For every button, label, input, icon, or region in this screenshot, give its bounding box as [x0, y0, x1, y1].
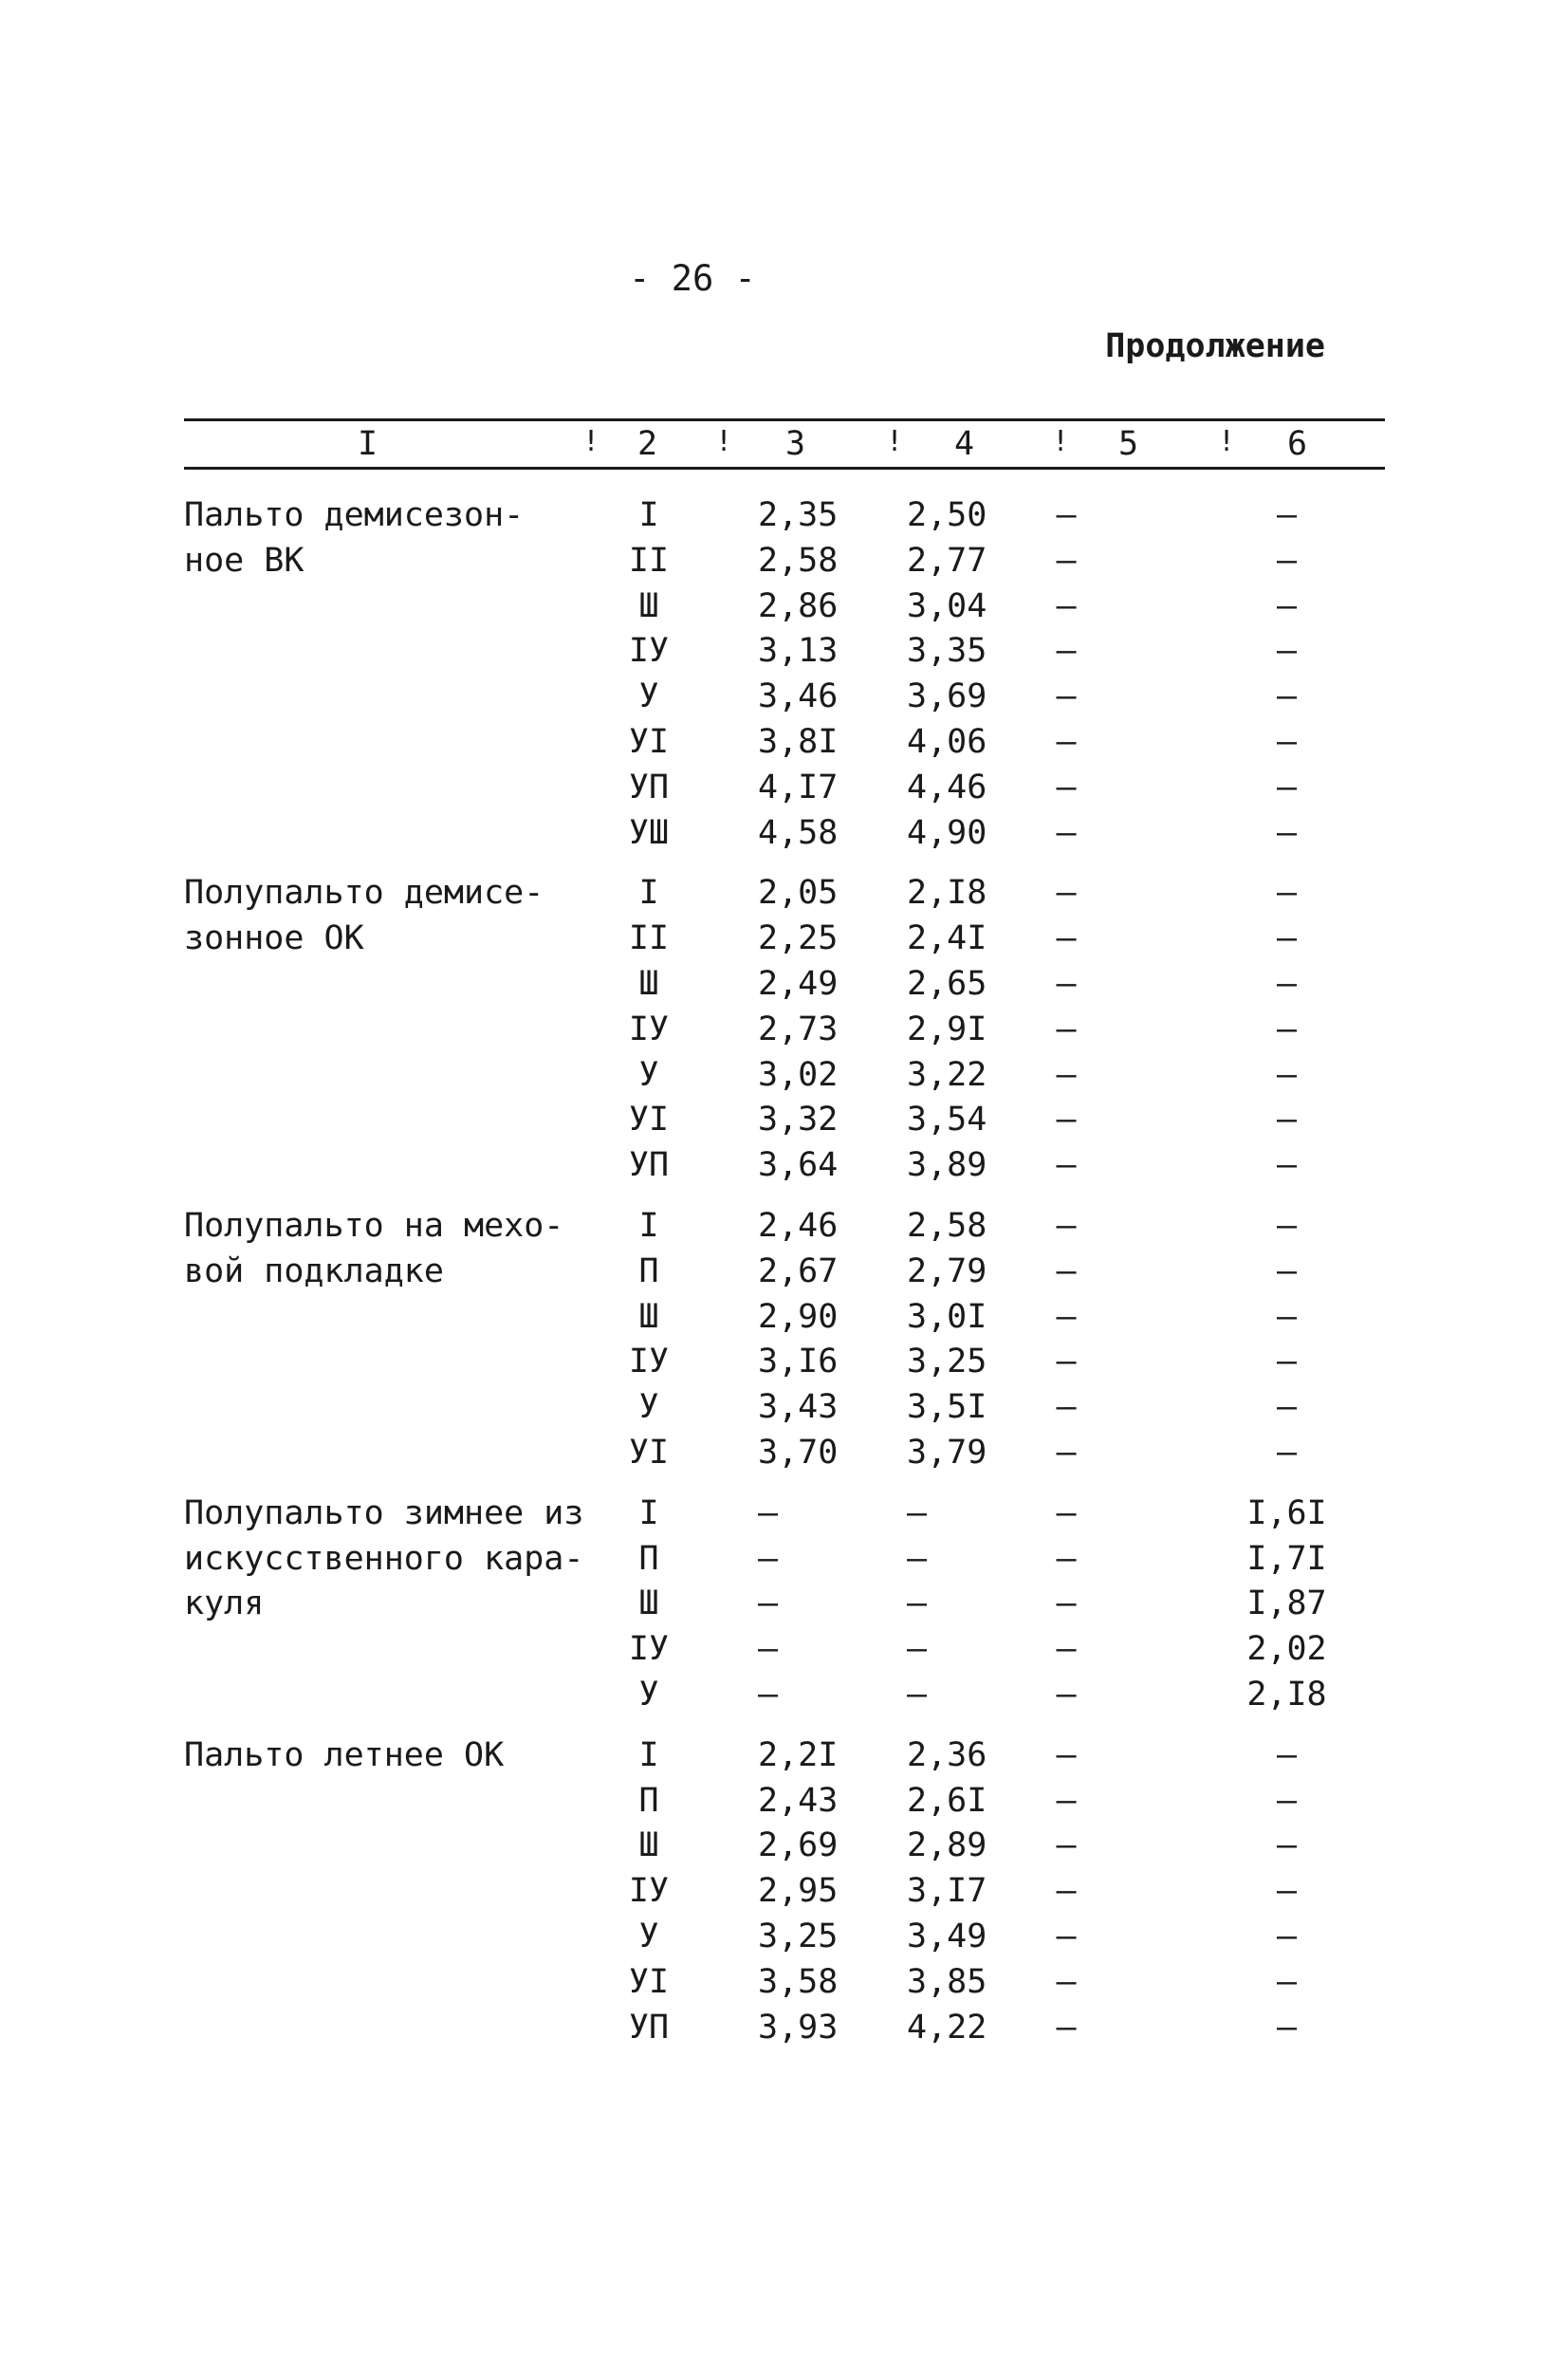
cell-c6: –: [1276, 874, 1298, 913]
cell-c2: I: [638, 1493, 659, 1532]
table-row: IУ 2,73 2,9I – –: [184, 1008, 1385, 1053]
table-row: II 2,58 2,77 – –: [184, 539, 1385, 584]
cell-c2: Ш: [638, 586, 659, 625]
cell-c6: I,7I: [1246, 1539, 1327, 1578]
cell-c4: 2,50: [907, 496, 987, 534]
cell-c2: УI: [628, 722, 670, 761]
cell-c4: 4,22: [907, 2008, 987, 2047]
cell-c6: I,87: [1246, 1584, 1327, 1623]
cell-c4: 2,6I: [907, 1781, 987, 1820]
cell-c5: –: [1056, 1297, 1077, 1336]
header-col-2: 2: [637, 425, 658, 463]
header-col-4: 4: [954, 425, 975, 463]
item-name-line: Пальто демисезон-: [184, 496, 525, 534]
cell-c2: I: [638, 874, 659, 913]
header-separator: !: [1218, 425, 1236, 458]
cell-c2: IУ: [628, 632, 670, 671]
cell-c4: 4,46: [907, 768, 987, 806]
cell-c2: У: [638, 677, 659, 716]
table-row: У – – – 2,I8: [184, 1673, 1385, 1718]
cell-c6: –: [1276, 1826, 1298, 1865]
cell-c2: IУ: [628, 1343, 670, 1381]
table-row: УI 3,32 3,54 – –: [184, 1098, 1385, 1143]
cell-c2: УШ: [628, 813, 670, 852]
cell-c2: УП: [628, 1146, 670, 1185]
cell-c4: 4,06: [907, 722, 987, 761]
table-row: П 2,67 2,79 – –: [184, 1250, 1385, 1295]
table-row: У 3,02 3,22 – –: [184, 1053, 1385, 1099]
cell-c5: –: [1056, 1826, 1077, 1865]
cell-c4: –: [907, 1584, 928, 1623]
cell-c6: –: [1276, 1297, 1298, 1336]
cell-c5: –: [1056, 1675, 1077, 1714]
table-row: II 2,25 2,4I – –: [184, 917, 1385, 962]
cell-c2: П: [638, 1251, 659, 1290]
cell-c2: II: [628, 541, 670, 580]
cell-c2: I: [638, 1206, 659, 1245]
item-name-line: искусственного кара-: [184, 1539, 584, 1578]
cell-c5: –: [1056, 1781, 1077, 1820]
cell-c5: –: [1056, 1101, 1077, 1139]
table-row: I 2,35 2,50 – –: [184, 493, 1385, 539]
table-row: У 3,25 3,49 – –: [184, 1915, 1385, 1960]
header-col-3: 3: [785, 425, 806, 463]
table-row: П – – – I,7I: [184, 1537, 1385, 1583]
header-col-1: I: [358, 425, 378, 463]
cell-c6: –: [1276, 1055, 1298, 1094]
cell-c6: –: [1276, 1206, 1298, 1245]
header-separator: !: [582, 425, 600, 458]
cell-c5: –: [1056, 1539, 1077, 1578]
item-name-line: Полупальто на мехо-: [184, 1206, 564, 1245]
cell-c6: –: [1276, 541, 1298, 580]
item-group: [184, 871, 1385, 1189]
cell-c6: –: [1276, 1343, 1298, 1381]
table-row: IУ 3,13 3,35 – –: [184, 629, 1385, 675]
cell-c6: –: [1276, 1101, 1298, 1139]
header-separator: !: [886, 425, 904, 458]
cell-c6: –: [1276, 919, 1298, 958]
cell-c4: 3,5I: [907, 1388, 987, 1427]
cell-c5: –: [1056, 1388, 1077, 1427]
cell-c6: –: [1276, 1010, 1298, 1048]
item-group: [184, 1733, 1385, 2051]
cell-c5: –: [1056, 1735, 1077, 1774]
cell-c6: –: [1276, 1872, 1298, 1911]
cell-c5: –: [1056, 1055, 1077, 1094]
cell-c6: –: [1276, 1146, 1298, 1185]
cell-c4: 2,36: [907, 1735, 987, 1774]
cell-c2: IУ: [628, 1630, 670, 1669]
cell-c2: У: [638, 1055, 659, 1094]
cell-c6: –: [1276, 1735, 1298, 1774]
cell-c2: УI: [628, 1962, 670, 2001]
cell-c4: 3,22: [907, 1055, 987, 1094]
cell-c4: 2,77: [907, 541, 987, 580]
cell-c4: 2,9I: [907, 1010, 987, 1048]
cell-c5: –: [1056, 1584, 1077, 1623]
cell-c6: –: [1276, 1962, 1298, 2001]
cell-c4: 3,85: [907, 1962, 987, 2001]
cell-c4: 3,79: [907, 1433, 987, 1472]
table-row: УI 3,70 3,79 – –: [184, 1431, 1385, 1476]
cell-c5: –: [1056, 1493, 1077, 1532]
cell-c4: 2,65: [907, 964, 987, 1003]
page-number: - 26 -: [629, 258, 756, 299]
item-name-line: Полупальто демисе-: [184, 874, 544, 913]
table-row: I 2,2I 2,36 – –: [184, 1733, 1385, 1779]
item-name-line: вой подкладке: [184, 1251, 444, 1290]
cell-c2: УП: [628, 2008, 670, 2047]
cell-c5: –: [1056, 919, 1077, 958]
item-name-line: зонное ОК: [184, 919, 364, 958]
table-row: Ш 2,49 2,65 – –: [184, 962, 1385, 1008]
cell-c6: –: [1276, 964, 1298, 1003]
cell-c6: I,6I: [1246, 1493, 1327, 1532]
cell-c6: –: [1276, 632, 1298, 671]
header-col-5: 5: [1118, 425, 1139, 463]
cell-c5: –: [1056, 677, 1077, 716]
item-group: [184, 493, 1385, 856]
cell-c5: –: [1056, 1962, 1077, 2001]
cell-c5: –: [1056, 1343, 1077, 1381]
cell-c4: 3,25: [907, 1343, 987, 1381]
table-row: IУ 3,I6 3,25 – –: [184, 1340, 1385, 1385]
cell-c2: УП: [628, 768, 670, 806]
cell-c2: Ш: [638, 1297, 659, 1336]
cell-c4: –: [907, 1539, 928, 1578]
cell-c5: –: [1056, 813, 1077, 852]
cell-c2: Ш: [638, 1584, 659, 1623]
cell-c4: 2,I8: [907, 874, 987, 913]
cell-c2: Ш: [638, 964, 659, 1003]
item-name-line: ное ВК: [184, 541, 304, 580]
table-row: Ш 2,69 2,89 – –: [184, 1824, 1385, 1869]
cell-c5: –: [1056, 1146, 1077, 1185]
cell-c2: IУ: [628, 1010, 670, 1048]
table-row: УП 3,93 4,22 – –: [184, 2006, 1385, 2051]
table-row: УП 3,64 3,89 – –: [184, 1143, 1385, 1189]
cell-c4: 2,79: [907, 1251, 987, 1290]
cell-c6: 2,02: [1246, 1630, 1327, 1669]
header-separator: !: [1052, 425, 1070, 458]
header-col-6: 6: [1287, 425, 1308, 463]
cell-c6: –: [1276, 677, 1298, 716]
cell-c5: –: [1056, 722, 1077, 761]
cell-c4: –: [907, 1675, 928, 1714]
cell-c2: П: [638, 1781, 659, 1820]
cell-c2: IУ: [628, 1872, 670, 1911]
cell-c2: УI: [628, 1433, 670, 1472]
cell-c5: –: [1056, 2008, 1077, 2047]
cell-c5: –: [1056, 1010, 1077, 1048]
cell-c6: –: [1276, 1388, 1298, 1427]
table-row: УШ 4,58 4,90 – –: [184, 811, 1385, 857]
cell-c5: –: [1056, 1630, 1077, 1669]
cell-c5: –: [1056, 1872, 1077, 1911]
table-row: IУ 2,95 3,I7 – –: [184, 1869, 1385, 1915]
cell-c4: –: [907, 1630, 928, 1669]
cell-c5: –: [1056, 874, 1077, 913]
cell-c4: 3,I7: [907, 1872, 987, 1911]
cell-c4: 3,69: [907, 677, 987, 716]
cell-c2: У: [638, 1917, 659, 1955]
cell-c4: 2,58: [907, 1206, 987, 1245]
item-name-line: куля: [184, 1584, 265, 1623]
cell-c2: У: [638, 1388, 659, 1427]
cell-c6: –: [1276, 586, 1298, 625]
cell-c2: I: [638, 496, 659, 534]
table-row: УП 4,I7 4,46 – –: [184, 766, 1385, 811]
cell-c6: –: [1276, 768, 1298, 806]
cell-c4: 3,04: [907, 586, 987, 625]
cell-c5: –: [1056, 541, 1077, 580]
table-header: [184, 425, 1385, 467]
cell-c5: –: [1056, 964, 1077, 1003]
cell-c5: –: [1056, 1433, 1077, 1472]
table-body: [184, 493, 1385, 2050]
header-top-rule: [184, 418, 1385, 421]
table-row: I 2,05 2,I8 – –: [184, 871, 1385, 917]
cell-c6: –: [1276, 1251, 1298, 1290]
cell-c4: 3,0I: [907, 1297, 987, 1336]
cell-c4: 2,4I: [907, 919, 987, 958]
item-group: [184, 1204, 1385, 1476]
item-group: [184, 1491, 1385, 1718]
cell-c6: –: [1276, 722, 1298, 761]
cell-c6: –: [1276, 1433, 1298, 1472]
table-row: У 3,43 3,5I – –: [184, 1385, 1385, 1431]
cell-c4: –: [907, 1493, 928, 1532]
cell-c2: П: [638, 1539, 659, 1578]
cell-c4: 3,35: [907, 632, 987, 671]
item-name-line: Пальто летнее ОК: [184, 1735, 505, 1774]
cell-c4: 3,49: [907, 1917, 987, 1955]
header-separator: !: [715, 425, 733, 458]
cell-c6: –: [1276, 1781, 1298, 1820]
table-row: Ш – – – I,87: [184, 1582, 1385, 1627]
cell-c5: –: [1056, 586, 1077, 625]
cell-c2: У: [638, 1675, 659, 1714]
cell-c2: УI: [628, 1101, 670, 1139]
cell-c6: 2,I8: [1246, 1675, 1327, 1714]
table-row: I 2,46 2,58 – –: [184, 1204, 1385, 1250]
cell-c2: II: [628, 919, 670, 958]
cell-c6: –: [1276, 813, 1298, 852]
table-row: Ш 2,86 3,04 – –: [184, 584, 1385, 630]
table-row: П 2,43 2,6I – –: [184, 1779, 1385, 1825]
table-row: УI 3,8I 4,06 – –: [184, 720, 1385, 766]
cell-c5: –: [1056, 496, 1077, 534]
table-row: I – – – I,6I: [184, 1491, 1385, 1537]
cell-c6: –: [1276, 2008, 1298, 2047]
cell-c4: 3,54: [907, 1101, 987, 1139]
cell-c5: –: [1056, 768, 1077, 806]
item-name-line: Полупальто зимнее из: [184, 1493, 584, 1532]
cell-c4: 3,89: [907, 1146, 987, 1185]
cell-c6: –: [1276, 1917, 1298, 1955]
cell-c5: –: [1056, 1251, 1077, 1290]
cell-c4: 4,90: [907, 813, 987, 852]
header-bottom-rule: [184, 467, 1385, 470]
table-row: Ш 2,90 3,0I – –: [184, 1295, 1385, 1341]
table-row: IУ – – – 2,02: [184, 1627, 1385, 1673]
table-row: УI 3,58 3,85 – –: [184, 1960, 1385, 2006]
cell-c5: –: [1056, 632, 1077, 671]
continuation-label: Продолжение: [1105, 327, 1325, 365]
cell-c6: –: [1276, 496, 1298, 534]
cell-c5: –: [1056, 1917, 1077, 1955]
cell-c5: –: [1056, 1206, 1077, 1245]
cell-c2: I: [638, 1735, 659, 1774]
cell-c4: 2,89: [907, 1826, 987, 1865]
table-row: У 3,46 3,69 – –: [184, 675, 1385, 720]
cell-c2: Ш: [638, 1826, 659, 1865]
